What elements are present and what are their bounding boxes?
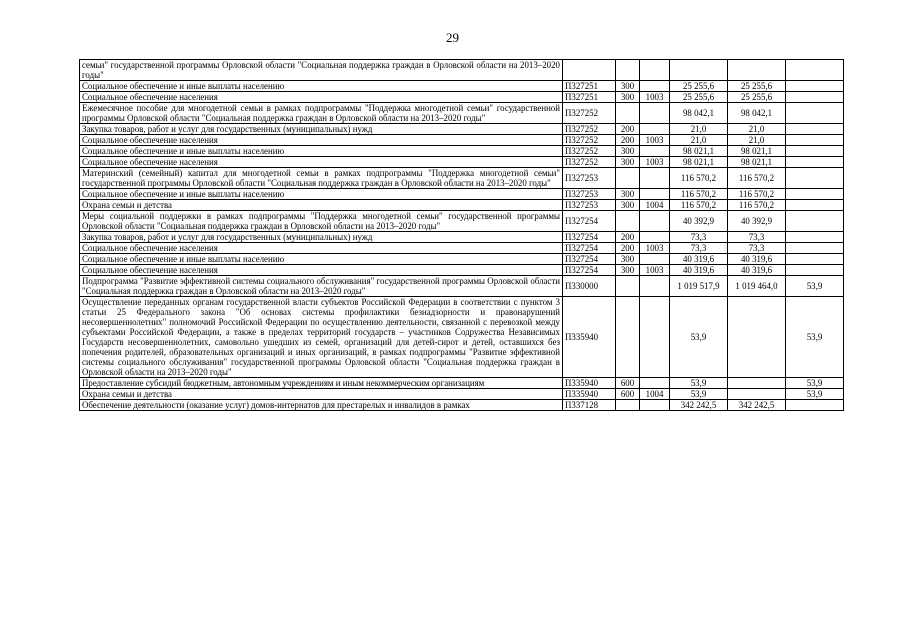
section-code-cell <box>640 124 670 135</box>
section-code-cell <box>640 211 670 232</box>
amount-total-cell: 116 570,2 <box>670 168 728 189</box>
target-code-cell: П327252 <box>563 103 616 124</box>
amount-total-cell <box>670 60 728 81</box>
table-row <box>80 135 844 146</box>
section-code-cell: 1003 <box>640 157 670 168</box>
table-row <box>80 211 844 232</box>
table-row <box>80 92 844 103</box>
amount-federal-cell <box>786 189 844 200</box>
amount-federal-cell <box>786 124 844 135</box>
amount-regional-cell: 342 242,5 <box>728 400 786 411</box>
expense-type-cell: 300 <box>616 81 640 92</box>
amount-total-cell: 40 319,6 <box>670 254 728 265</box>
table-row <box>80 124 844 135</box>
item-name-cell: Социальное обеспечение населения <box>80 135 563 146</box>
expense-type-cell: 600 <box>616 389 640 400</box>
amount-total-cell: 21,0 <box>670 124 728 135</box>
table-row <box>80 400 844 411</box>
section-code-cell <box>640 168 670 189</box>
amount-total-cell: 98 042,1 <box>670 103 728 124</box>
amount-total-cell: 73,3 <box>670 232 728 243</box>
expense-type-cell: 300 <box>616 92 640 103</box>
table-row <box>80 146 844 157</box>
amount-federal-cell <box>786 168 844 189</box>
amount-federal-cell <box>786 60 844 81</box>
expense-type-cell <box>616 103 640 124</box>
section-code-cell: 1003 <box>640 135 670 146</box>
amount-federal-cell <box>786 243 844 254</box>
table-row <box>80 200 844 211</box>
amount-federal-cell: 53,9 <box>786 297 844 378</box>
amount-total-cell: 53,9 <box>670 378 728 389</box>
amount-total-cell: 40 392,9 <box>670 211 728 232</box>
table-row <box>80 60 844 81</box>
amount-regional-cell <box>728 389 786 400</box>
table-row <box>80 232 844 243</box>
section-code-cell <box>640 297 670 378</box>
table-row <box>80 297 844 378</box>
item-name-cell: Социальное обеспечение населения <box>80 265 563 276</box>
item-name-cell: Социальное обеспечение и иные выплаты населению <box>80 81 563 92</box>
amount-federal-cell <box>786 81 844 92</box>
table-row <box>80 189 844 200</box>
expense-type-cell <box>616 60 640 81</box>
item-name-cell: Подпрограмма "Развитие эффективной системы социального обслуживания" государственной программы Орловской области "Социальная поддержка граждан в Орловской области на 2013–2020 годы" <box>80 276 563 297</box>
item-name-cell: семьи" государственной программы Орловской области "Социальная поддержка граждан в Орловской области на 2013–2020 годы" <box>80 60 563 81</box>
expense-type-cell <box>616 297 640 378</box>
section-code-cell <box>640 81 670 92</box>
item-name-cell: Охрана семьи и детства <box>80 389 563 400</box>
table-row <box>80 103 844 124</box>
section-code-cell <box>640 276 670 297</box>
item-name-cell: Предоставление субсидий бюджетным, автономным учреждениям и иным некоммерческим организациям <box>80 378 563 389</box>
amount-federal-cell: 53,9 <box>786 276 844 297</box>
expense-type-cell: 200 <box>616 232 640 243</box>
target-code-cell: П327252 <box>563 135 616 146</box>
section-code-cell: 1003 <box>640 265 670 276</box>
amount-federal-cell <box>786 146 844 157</box>
table-row <box>80 254 844 265</box>
amount-regional-cell: 73,3 <box>728 243 786 254</box>
amount-regional-cell <box>728 60 786 81</box>
amount-total-cell: 53,9 <box>670 389 728 400</box>
section-code-cell: 1004 <box>640 389 670 400</box>
amount-federal-cell <box>786 265 844 276</box>
table-row <box>80 276 844 297</box>
budget-table <box>79 59 844 411</box>
item-name-cell: Социальное обеспечение и иные выплаты населению <box>80 254 563 265</box>
table-row <box>80 389 844 400</box>
item-name-cell: Осуществление переданных органам государственной власти субъектов Российской Федерации в соответствии с пунктом 3 статьи 25 Федерального закона "Об основах системы профилактики безнадзорности и правонарушений несовершеннолетних" полномочий Российской Федерации по осуществлению деятельности, связанной с перевозкой между субъектами Российской Федерации, а также в пределах территорий государств – участников Содружества Независимых Государств несовершеннолетних, самовольно ушедших из семей, организаций для детей-сирот и детей, оставшихся без попечения родителей, образовательных организаций и иных организаций, в рамках подпрограммы "Развитие эффективной системы социального обслуживания" государственной программы Орловской области "Социальная поддержка граждан в Орловской области на 2013–2020 годы" <box>80 297 563 378</box>
item-name-cell: Социальное обеспечение населения <box>80 157 563 168</box>
expense-type-cell <box>616 211 640 232</box>
item-name-cell: Охрана семьи и детства <box>80 200 563 211</box>
target-code-cell: П335940 <box>563 389 616 400</box>
expense-type-cell: 600 <box>616 378 640 389</box>
amount-regional-cell: 116 570,2 <box>728 189 786 200</box>
target-code-cell: П327253 <box>563 168 616 189</box>
amount-regional-cell: 1 019 464,0 <box>728 276 786 297</box>
section-code-cell <box>640 232 670 243</box>
amount-federal-cell <box>786 157 844 168</box>
amount-regional-cell: 40 392,9 <box>728 211 786 232</box>
item-name-cell: Закупка товаров, работ и услуг для государственных (муниципальных) нужд <box>80 232 563 243</box>
table-row <box>80 168 844 189</box>
table-row <box>80 157 844 168</box>
amount-total-cell: 1 019 517,9 <box>670 276 728 297</box>
amount-federal-cell: 53,9 <box>786 378 844 389</box>
amount-total-cell: 53,9 <box>670 297 728 378</box>
target-code-cell: П335940 <box>563 378 616 389</box>
amount-regional-cell <box>728 378 786 389</box>
table-row <box>80 243 844 254</box>
target-code-cell: П327253 <box>563 189 616 200</box>
item-name-cell: Материнский (семейный) капитал для многодетной семьи в рамках подпрограммы "Поддержка многодетной семьи" государственной программы Орловской области "Социальная поддержка граждан в Орловской области на 2013–2020 годы" <box>80 168 563 189</box>
amount-federal-cell <box>786 232 844 243</box>
expense-type-cell: 300 <box>616 200 640 211</box>
amount-federal-cell <box>786 135 844 146</box>
target-code-cell: П330000 <box>563 276 616 297</box>
amount-total-cell: 25 255,6 <box>670 81 728 92</box>
section-code-cell <box>640 60 670 81</box>
amount-federal-cell <box>786 400 844 411</box>
item-name-cell: Социальное обеспечение и иные выплаты населению <box>80 146 563 157</box>
section-code-cell: 1003 <box>640 92 670 103</box>
expense-type-cell: 300 <box>616 254 640 265</box>
amount-regional-cell <box>728 297 786 378</box>
target-code-cell: П327252 <box>563 157 616 168</box>
target-code-cell: П327251 <box>563 81 616 92</box>
amount-regional-cell: 98 021,1 <box>728 157 786 168</box>
amount-regional-cell: 25 255,6 <box>728 92 786 103</box>
amount-regional-cell: 116 570,2 <box>728 168 786 189</box>
amount-federal-cell <box>786 254 844 265</box>
item-name-cell: Социальное обеспечение и иные выплаты населению <box>80 189 563 200</box>
item-name-cell: Обеспечение деятельности (оказание услуг) домов-интернатов для престарелых и инвалидов в рамках <box>80 400 563 411</box>
expense-type-cell <box>616 276 640 297</box>
amount-regional-cell: 98 042,1 <box>728 103 786 124</box>
expense-type-cell: 300 <box>616 189 640 200</box>
table-row <box>80 378 844 389</box>
amount-regional-cell: 98 021,1 <box>728 146 786 157</box>
expense-type-cell: 200 <box>616 243 640 254</box>
section-code-cell: 1004 <box>640 200 670 211</box>
amount-regional-cell: 73,3 <box>728 232 786 243</box>
target-code-cell: П327252 <box>563 124 616 135</box>
section-code-cell: 1003 <box>640 243 670 254</box>
amount-federal-cell <box>786 200 844 211</box>
amount-regional-cell: 21,0 <box>728 135 786 146</box>
expense-type-cell: 300 <box>616 157 640 168</box>
expense-type-cell <box>616 168 640 189</box>
target-code-cell: П335940 <box>563 297 616 378</box>
section-code-cell <box>640 189 670 200</box>
amount-total-cell: 40 319,6 <box>670 265 728 276</box>
amount-total-cell: 21,0 <box>670 135 728 146</box>
amount-federal-cell <box>786 211 844 232</box>
page-number: 29 <box>446 30 459 45</box>
target-code-cell: П327252 <box>563 146 616 157</box>
item-name-cell: Меры социальной поддержки в рамках подпрограммы "Поддержка многодетной семьи" государственной программы Орловской области "Социальная поддержка граждан в Орловской области на 2013–2020 годы" <box>80 211 563 232</box>
amount-total-cell: 116 570,2 <box>670 200 728 211</box>
expense-type-cell: 200 <box>616 124 640 135</box>
target-code-cell: П327254 <box>563 211 616 232</box>
target-code-cell: П327254 <box>563 265 616 276</box>
item-name-cell: Ежемесячное пособие для многодетной семьи в рамках подпрограммы "Поддержка многодетной семьи" государственной программы Орловской области "Социальная поддержка граждан в Орловской области на 2013–2020 годы" <box>80 103 563 124</box>
expense-type-cell <box>616 400 640 411</box>
section-code-cell <box>640 103 670 124</box>
table-row <box>80 81 844 92</box>
amount-regional-cell: 25 255,6 <box>728 81 786 92</box>
target-code-cell <box>563 60 616 81</box>
amount-total-cell: 73,3 <box>670 243 728 254</box>
amount-total-cell: 98 021,1 <box>670 157 728 168</box>
section-code-cell <box>640 378 670 389</box>
amount-regional-cell: 116 570,2 <box>728 200 786 211</box>
amount-regional-cell: 40 319,6 <box>728 254 786 265</box>
target-code-cell: П327253 <box>563 200 616 211</box>
amount-regional-cell: 40 319,6 <box>728 265 786 276</box>
amount-total-cell: 116 570,2 <box>670 189 728 200</box>
expense-type-cell: 200 <box>616 135 640 146</box>
amount-federal-cell: 53,9 <box>786 389 844 400</box>
amount-federal-cell <box>786 92 844 103</box>
target-code-cell: П327254 <box>563 243 616 254</box>
table-row <box>80 265 844 276</box>
target-code-cell: П337128 <box>563 400 616 411</box>
target-code-cell: П327254 <box>563 254 616 265</box>
target-code-cell: П327254 <box>563 232 616 243</box>
expense-type-cell: 300 <box>616 265 640 276</box>
amount-federal-cell <box>786 103 844 124</box>
item-name-cell: Социальное обеспечение населения <box>80 92 563 103</box>
amount-total-cell: 25 255,6 <box>670 92 728 103</box>
expense-type-cell: 300 <box>616 146 640 157</box>
item-name-cell: Социальное обеспечение населения <box>80 243 563 254</box>
section-code-cell <box>640 400 670 411</box>
amount-regional-cell: 21,0 <box>728 124 786 135</box>
item-name-cell: Закупка товаров, работ и услуг для государственных (муниципальных) нужд <box>80 124 563 135</box>
section-code-cell <box>640 254 670 265</box>
amount-total-cell: 98 021,1 <box>670 146 728 157</box>
section-code-cell <box>640 146 670 157</box>
target-code-cell: П327251 <box>563 92 616 103</box>
amount-total-cell: 342 242,5 <box>670 400 728 411</box>
